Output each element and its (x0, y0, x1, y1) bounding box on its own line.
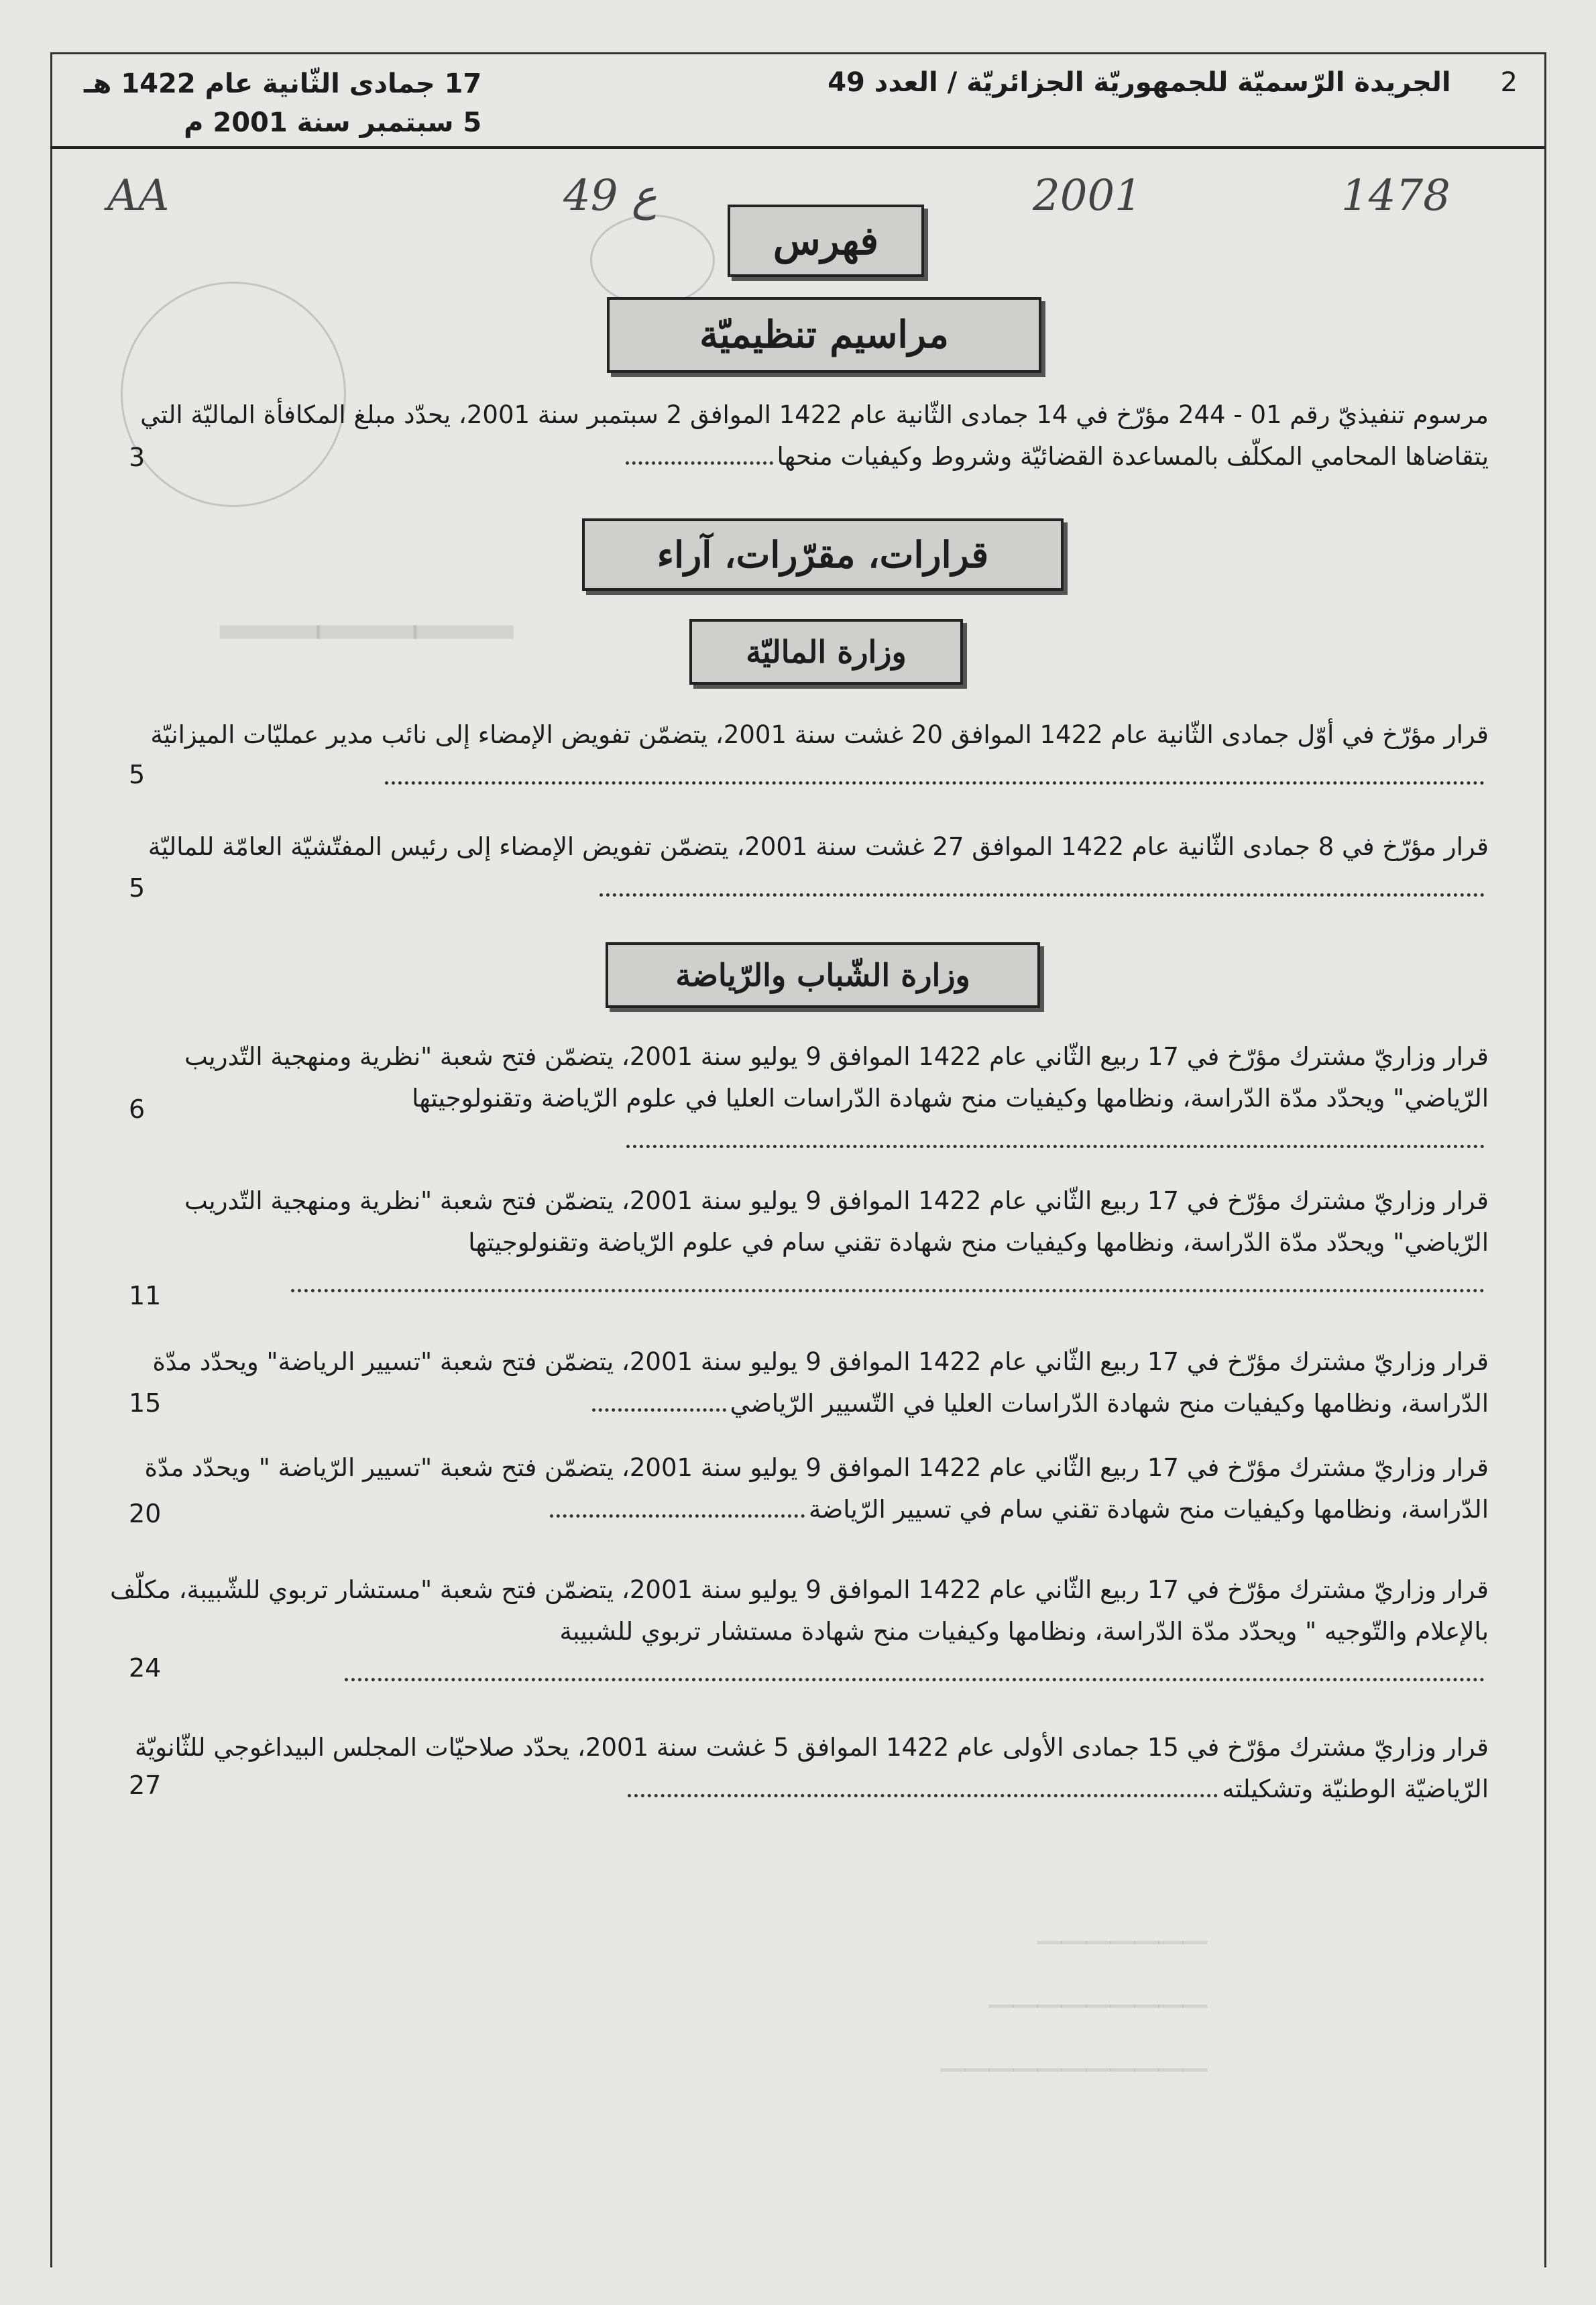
toc-entry[interactable] (107, 1727, 1489, 1810)
toc-entry[interactable] (107, 1447, 1489, 1530)
toc-entry[interactable] (107, 1180, 1489, 1305)
entry-page-number: 5 (129, 760, 146, 789)
date-hijri: 17 جمادى الثّانية عام 1422 هـ (84, 68, 482, 99)
gazette-title: الجريدة الرّسميّة للجمهوريّة الجزائريّة / العدد 49 (828, 67, 1451, 98)
page-number: 2 (1500, 67, 1518, 98)
entry-text: قرار وزاريّ مشترك مؤرّخ في 17 ربيع الثّاني عام 1422 الموافق 9 يوليو سنة 2001، يتضمّن فتح شعبة "نظرية ومنهجية التّدريب الرّياضي" ويحدّد مدّة الدّراسة، ونظامها وكيفيات منح شهادة تقني سام في علوم الرّياضة وتقنولوجيتها (184, 1186, 1489, 1257)
entry-text: قرار وزاريّ مشترك مؤرّخ في 15 جمادى الأولى عام 1422 الموافق 5 غشت سنة 2001، يحدّد صلاحيّات المجلس البيداغوجي للثّانويّة الرّياضيّة الوطنيّة وتشكيلته (134, 1733, 1489, 1803)
entry-text: قرار وزاريّ مشترك مؤرّخ في 17 ربيع الثّاني عام 1422 الموافق 9 يوليو سنة 2001، يتضمّن فتح شعبة "نظرية ومنهجية التّدريب الرّياضي" ويحدّد مدّة الدّراسة، ونظامها وكيفيات منح شهادة الدّراسات العليا في علوم الرّياضة وتقنولوجيتها (184, 1042, 1489, 1113)
entry-text: قرار وزاريّ مشترك مؤرّخ في 17 ربيع الثّاني عام 1422 الموافق 9 يوليو سنة 2001، يتضمّن فتح شعبة "تسيير الرّياضة " ويحدّد مدّة الدّراسة، ونظامها وكيفيات منح شهادة تقني سام في تسيير الرّياضة (144, 1453, 1489, 1524)
leader-dots (550, 1514, 805, 1518)
entry-page-number: 5 (129, 873, 146, 903)
date-gregorian: 5 سبتمبر سنة 2001 م (184, 107, 482, 138)
bleed-through-text: ─── (221, 537, 512, 726)
toc-entry[interactable] (107, 1036, 1489, 1161)
leader-dots (291, 1289, 1485, 1292)
youth-sports-ministry-heading: وزارة الشّباب والرّياضة (606, 942, 1040, 1008)
entry-page-number: 15 (129, 1388, 162, 1418)
finance-ministry-heading: وزارة الماليّة (689, 619, 963, 685)
leader-dots (626, 461, 773, 465)
leader-dots (345, 1678, 1485, 1681)
leader-dots (628, 1794, 1218, 1797)
header-dates (84, 64, 481, 142)
entry-page-number: 3 (129, 443, 146, 472)
leader-dots (385, 781, 1485, 785)
entry-page-number: 24 (129, 1653, 162, 1683)
decisions-heading: قرارات، مقرّرات، آراء (582, 518, 1064, 591)
toc-entry[interactable] (107, 826, 1489, 909)
toc-entry[interactable] (107, 394, 1489, 477)
entry-page-number: 27 (129, 1770, 162, 1800)
toc-entry[interactable] (107, 1569, 1489, 1694)
leader-dots (626, 1145, 1485, 1148)
entry-text: قرار وزاريّ مشترك مؤرّخ في 17 ربيع الثّاني عام 1422 الموافق 9 يوليو سنة 2001، يتضمّن فتح شعبة "تسيير الرياضة" ويحدّد مدّة الدّراسة، ونظامها وكيفيات منح شهادة الدّراسات العليا في التّسيير الرّياضي (152, 1347, 1489, 1418)
toc-entry[interactable] (107, 714, 1489, 797)
toc-entry[interactable] (107, 1341, 1489, 1424)
entry-text: قرار وزاريّ مشترك مؤرّخ في 17 ربيع الثّاني عام 1422 الموافق 9 يوليو سنة 2001، يتضمّن فتح شعبة "مستشار تربوي للشّبيبة، مكلّف بالإعلام والتّوجيه " ويحدّد مدّة الدّراسة، ونظامها وكيفيات منح شهادة مستشار تربوي للشبيبة (110, 1575, 1489, 1646)
handwritten-note-year: 2001 (1033, 171, 1142, 221)
handwritten-note-mid: ع 49 (563, 171, 657, 221)
handwritten-note-right: 1478 (1341, 171, 1450, 221)
entry-page-number: 6 (129, 1094, 146, 1124)
leader-dots (600, 893, 1485, 897)
entry-text: مرسوم تنفيذيّ رقم 01 - 244 مؤرّخ في 14 جمادى الثّانية عام 1422 الموافق 2 سبتمبر سنة 2001، يحدّد مبلغ المكافأة الماليّة التي يتقاضاها المحامي المكلّف بالمساعدة القضائيّة وشروط وكيفيات منحها (140, 400, 1489, 471)
bleed-through-lines: ─────── ───────── ─────────── (940, 1919, 1207, 2094)
decrees-heading: مراسيم تنظيميّة (607, 297, 1041, 373)
leader-dots (592, 1408, 726, 1412)
entry-text: قرار مؤرّخ في أوّل جمادى الثّانية عام 1422 الموافق 20 غشت سنة 2001، يتضمّن تفويض الإمضاء إلى نائب مدير عمليّات الميزانيّة (150, 720, 1489, 749)
entry-text: قرار مؤرّخ في 8 جمادى الثّانية عام 1422 الموافق 27 غشت سنة 2001، يتضمّن تفويض الإمضاء إلى رئيس المفتّشيّة العامّة للماليّة (148, 832, 1489, 861)
entry-page-number: 11 (129, 1281, 162, 1310)
index-heading: فهرس (728, 205, 924, 277)
handwritten-note-left: AA (107, 171, 170, 221)
entry-page-number: 20 (129, 1499, 162, 1528)
header-title-block (828, 67, 1518, 98)
gazette-header (50, 52, 1544, 149)
